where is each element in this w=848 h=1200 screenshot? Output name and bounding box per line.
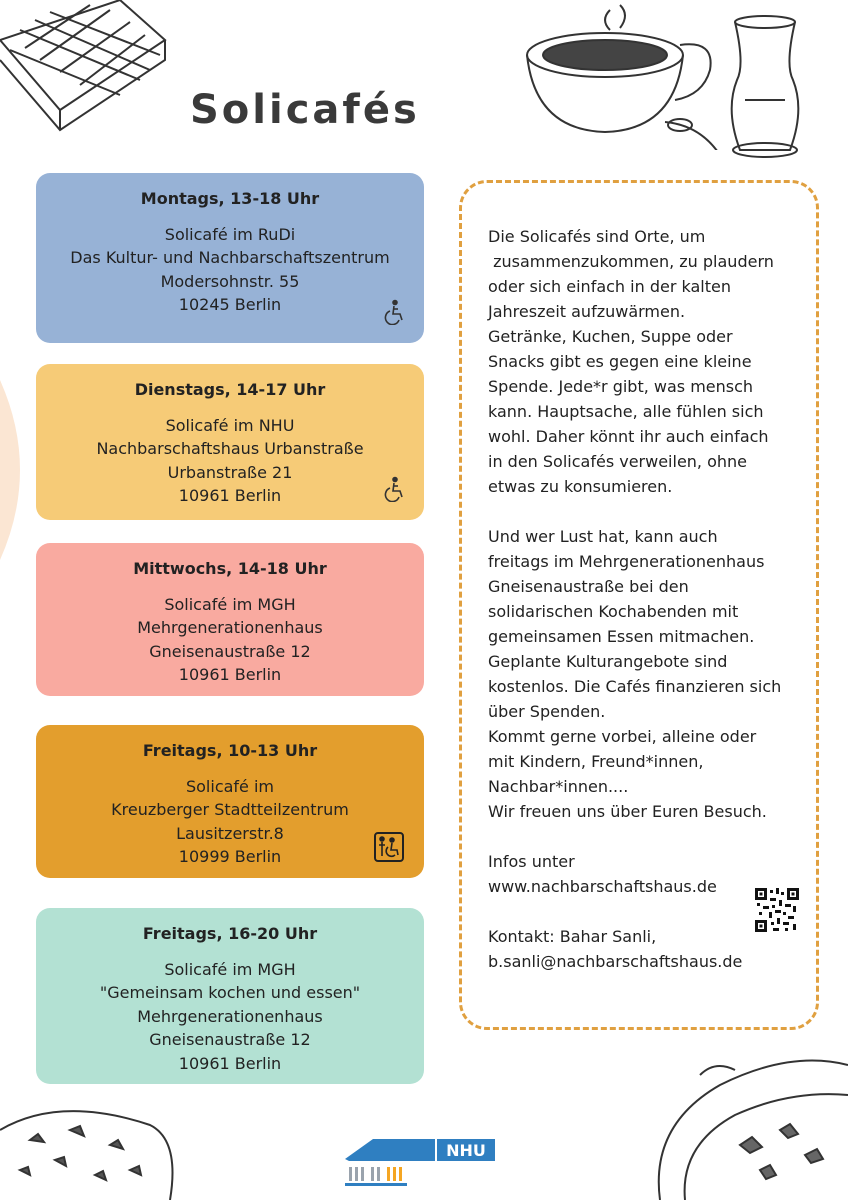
wheelchair-icon — [382, 299, 408, 325]
card-line: Solicafé im — [185, 776, 275, 796]
card-line: Lausitzerstr.8 — [176, 823, 284, 843]
schedule-card-wednesday — [36, 543, 424, 696]
contact-label: Kontakt: Bahar Sanli, — [488, 927, 657, 946]
card-line: Urbanstraße 21 — [167, 462, 293, 482]
info-line: kostenlos. Die Cafés finanzieren sich — [488, 677, 782, 696]
info-line: kann. Hauptsache, alle fühlen sich — [488, 402, 764, 421]
info-line: Gneisenaustraße bei den — [488, 577, 689, 596]
soup-pot-illustration — [640, 1045, 848, 1200]
info-line: wohl. Daher könnt ihr auch einfach — [488, 427, 769, 446]
card-line: Solicafé im MGH — [164, 959, 296, 979]
card-line: Nachbarschaftshaus Urbanstraße — [96, 439, 364, 458]
card-line: 10999 Berlin — [178, 847, 282, 866]
infos-label: Infos unter — [488, 852, 575, 871]
info-line: Nachbar*innen.... — [488, 777, 629, 796]
nhu-logo — [345, 1137, 495, 1189]
waffle-illustration — [0, 0, 170, 140]
info-line: Kommt gerne vorbei, alleine oder — [488, 727, 757, 746]
card-day: Freitags, 16-20 Uhr — [142, 924, 318, 943]
info-line: gemeinsamen Essen mitmachen. — [488, 627, 755, 646]
info-line: in den Solicafés verweilen, ohne — [488, 452, 748, 471]
card-line: Mehrgenerationenhaus — [137, 1006, 323, 1026]
schedule-card-tuesday — [36, 364, 424, 520]
coffee-cup-illustration — [515, 0, 730, 150]
card-line: Gneisenaustraße 12 — [149, 641, 311, 661]
schedule-card-friday-morning — [36, 725, 424, 878]
schedule-card-monday — [36, 173, 424, 343]
card-day: Dienstags, 14-17 Uhr — [134, 380, 326, 399]
card-line: Mehrgenerationenhaus — [137, 618, 323, 637]
card-day: Mittwochs, 14-18 Uhr — [133, 559, 327, 578]
info-text — [488, 224, 808, 974]
card-line: Kreuzberger Stadtteilzentrum — [111, 800, 349, 819]
info-line: Geplante Kulturangebote sind — [488, 652, 728, 671]
website-link[interactable]: www.nachbarschaftshaus.de — [488, 877, 717, 896]
peach-shape — [0, 380, 30, 560]
card-line: 10961 Berlin — [178, 665, 282, 684]
info-line: Spende. Jede*r gibt, was mensch — [488, 377, 754, 396]
card-line: Gneisenaustraße 12 — [149, 1030, 311, 1049]
card-line: Modersohnstr. 55 — [160, 271, 300, 291]
info-line: freitags im Mehrgenerationenhaus — [488, 552, 765, 571]
info-line: solidarischen Kochabenden mit — [488, 602, 739, 621]
info-line: zusammenzukommen, zu plaudern — [488, 252, 774, 271]
page-title: Solicafés — [190, 86, 420, 133]
info-line: Wir freuen uns über Euren Besuch. — [488, 802, 767, 821]
card-line: Solicafé im NHU — [165, 415, 295, 435]
info-line: Und wer Lust hat, kann auch — [488, 527, 718, 546]
card-line: 10961 Berlin — [178, 1053, 282, 1073]
info-line: etwas zu konsumieren. — [488, 477, 673, 496]
info-line: mit Kindern, Freund*innen, — [488, 752, 704, 771]
info-line: Jahreszeit aufzuwärmen. — [488, 302, 686, 321]
wheelchair-icon — [382, 476, 408, 502]
muffin-illustration — [0, 1100, 180, 1200]
card-line: Solicafé im MGH — [164, 594, 296, 614]
tea-glass-illustration — [715, 10, 825, 160]
info-line: Snacks gibt es gegen eine kleine — [488, 352, 752, 371]
card-line: 10961 Berlin — [178, 486, 282, 505]
card-line: Das Kultur- und Nachbarschaftszentrum — [70, 248, 390, 267]
card-day: Freitags, 10-13 Uhr — [142, 741, 318, 760]
qr-code-icon[interactable] — [755, 888, 799, 932]
info-line: oder sich einfach in der kalten — [488, 277, 731, 296]
info-line: Die Solicafés sind Orte, um — [488, 227, 706, 246]
card-line: Solicafé im RuDi — [164, 224, 296, 244]
card-line: 10245 Berlin — [178, 295, 282, 314]
info-line: Getränke, Kuchen, Suppe oder — [488, 327, 733, 346]
info-line: über Spenden. — [488, 702, 606, 721]
logo-text: NHU — [446, 1141, 486, 1160]
schedule-card-friday-evening — [36, 908, 424, 1084]
email-link[interactable]: b.sanli@nachbarschaftshaus.de — [488, 952, 743, 971]
assisted-wheelchair-icon — [374, 832, 404, 862]
card-day: Montags, 13-18 Uhr — [140, 189, 320, 208]
card-line: "Gemeinsam kochen und essen" — [99, 983, 361, 1002]
